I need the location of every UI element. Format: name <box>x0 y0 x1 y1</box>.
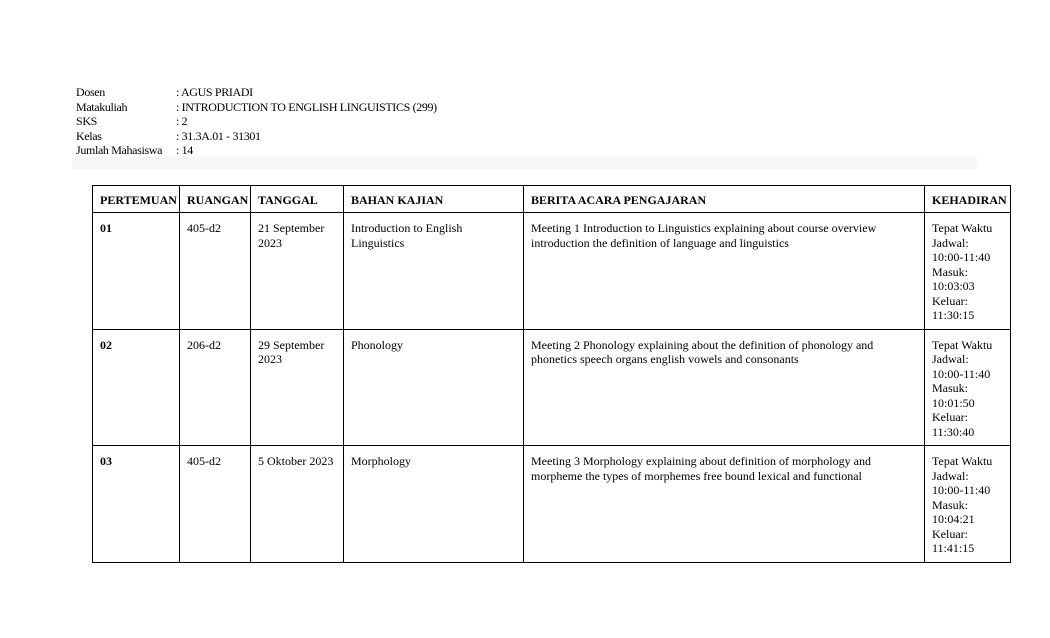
info-row-jumlah <box>76 143 437 158</box>
check-in-label: Masuk: <box>932 381 968 395</box>
cell-kehadiran <box>925 329 1011 446</box>
sks-label: SKS <box>76 114 97 128</box>
kelas-label: Kelas <box>76 128 102 143</box>
check-in-time: 10:01:50 <box>932 395 975 410</box>
cell-berita-acara: Meeting 2 Phonology explaining about the definition of phonology and phonetics speech organs english vowels and consonants <box>524 329 925 446</box>
schedule-label: Jadwal: <box>932 235 969 250</box>
attendance-status: Tepat Waktu <box>932 454 993 468</box>
check-out-time: 11:41:15 <box>932 541 975 555</box>
table-header-row <box>93 186 1011 213</box>
check-in-time: 10:03:03 <box>932 279 975 293</box>
matakuliah-value: : INTRODUCTION TO ENGLISH LINGUISTICS (299) <box>176 99 437 114</box>
dosen-value: : AGUS PRIADI <box>176 85 253 99</box>
cell-kehadiran <box>925 446 1011 563</box>
schedule-label: Jadwal: <box>932 352 969 366</box>
matakuliah-label: Matakuliah <box>76 99 128 114</box>
table-row <box>93 329 1011 446</box>
cell-ruangan: 405-d2 <box>180 446 251 563</box>
cell-bahan-kajian: Morphology <box>344 446 524 563</box>
table-row <box>93 446 1011 563</box>
cell-tanggal: 5 Oktober 2023 <box>251 446 344 563</box>
info-row-sks <box>76 114 437 129</box>
cell-bahan-kajian: Phonology <box>344 329 524 446</box>
cell-tanggal: 29 September 2023 <box>251 329 344 446</box>
schedule-value: 10:00-11:40 <box>932 366 991 381</box>
table-body <box>93 213 1011 563</box>
attendance-table <box>92 185 1011 563</box>
header-kehadiran: KEHADIRAN <box>925 186 1011 213</box>
check-out-label: Keluar: <box>932 293 968 308</box>
attendance-status: Tepat Waktu <box>932 337 993 352</box>
check-out-time: 11:30:15 <box>932 308 975 322</box>
check-out-label: Keluar: <box>932 410 968 424</box>
check-out-label: Keluar: <box>932 526 968 541</box>
cell-kehadiran <box>925 213 1011 330</box>
header-berita-acara: BERITA ACARA PENGAJARAN <box>524 186 925 213</box>
header-tanggal: TANGGAL <box>251 186 344 213</box>
info-row-dosen <box>76 85 437 100</box>
cell-berita-acara: Meeting 1 Introduction to Linguistics explaining about course overview introduction the definition of language and linguistics <box>524 213 925 330</box>
cell-berita-acara: Meeting 3 Morphology explaining about definition of morphology and morpheme the types of morphemes free bound lexical and functional <box>524 446 925 563</box>
cell-bahan-kajian: Introduction to English Linguistics <box>344 213 524 330</box>
table-row <box>93 213 1011 330</box>
header-bahan-kajian: BAHAN KAJIAN <box>344 186 524 213</box>
course-info <box>76 85 437 158</box>
sks-value: : 2 <box>176 114 188 128</box>
dosen-label: Dosen <box>76 85 105 99</box>
schedule-value: 10:00-11:40 <box>932 483 991 497</box>
schedule-value: 10:00-11:40 <box>932 250 991 264</box>
jumlah-value: : 14 <box>176 143 193 157</box>
cell-ruangan: 206-d2 <box>180 329 251 446</box>
schedule-label: Jadwal: <box>932 468 969 483</box>
header-ruangan: RUANGAN <box>180 186 251 213</box>
cell-tanggal: 21 September 2023 <box>251 213 344 330</box>
cell-pertemuan: 03 <box>93 446 180 563</box>
table-header <box>93 186 1011 213</box>
cell-pertemuan: 02 <box>93 329 180 446</box>
check-out-time: 11:30:40 <box>932 424 975 439</box>
cell-ruangan: 405-d2 <box>180 213 251 330</box>
check-in-time: 10:04:21 <box>932 512 975 526</box>
header-pertemuan: PERTEMUAN <box>93 186 180 213</box>
section-divider <box>72 157 977 169</box>
check-in-label: Masuk: <box>932 497 968 512</box>
check-in-label: Masuk: <box>932 264 968 279</box>
kelas-value: : 31.3A.01 - 31301 <box>176 128 261 143</box>
cell-pertemuan: 01 <box>93 213 180 330</box>
attendance-status: Tepat Waktu <box>932 221 993 235</box>
info-row-matakuliah <box>76 100 437 115</box>
attendance-table-wrapper <box>92 185 1010 563</box>
jumlah-label: Jumlah Mahasiswa <box>76 143 163 157</box>
info-row-kelas <box>76 129 437 144</box>
